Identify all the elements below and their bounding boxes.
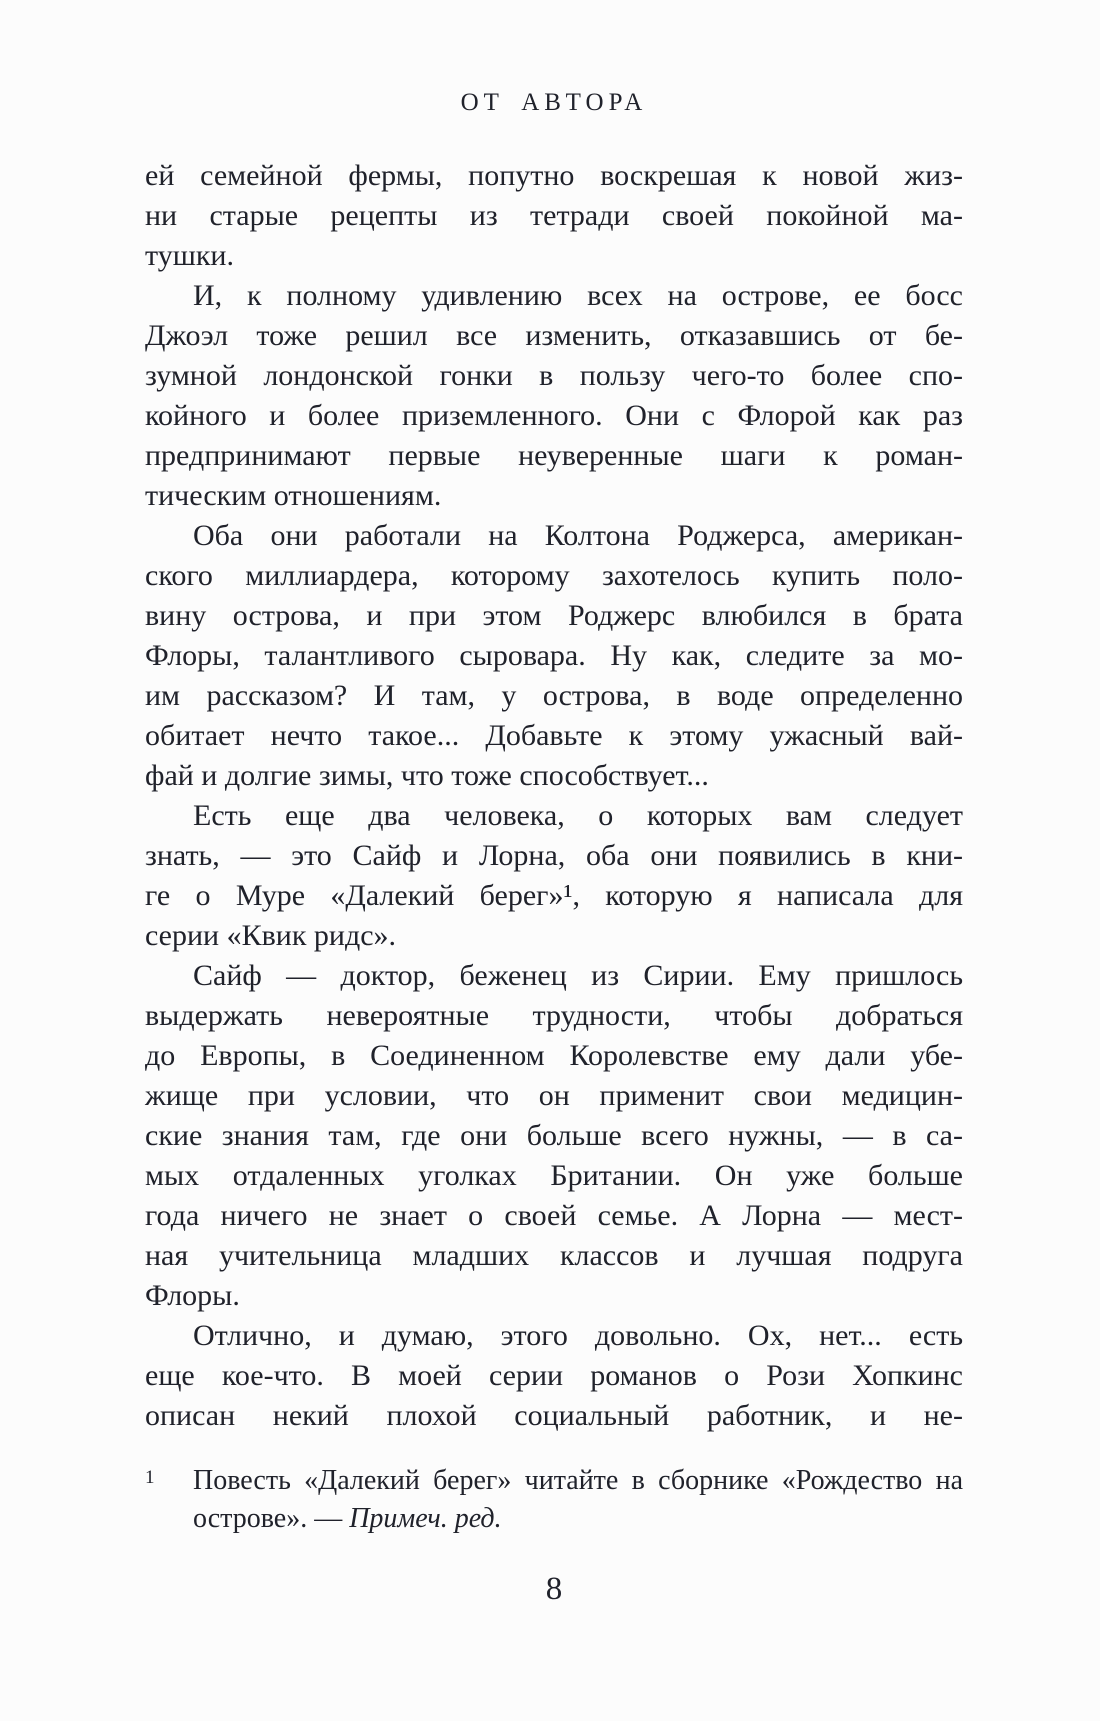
body-line: ского миллиардера, которому захотелось купить поло- — [145, 559, 963, 592]
body-line: мых отдаленных уголках Британии. Он уже больше — [145, 1159, 963, 1192]
body-line: ни старые рецепты из тетради своей покойной ма- — [145, 199, 963, 232]
footnote-line-1: Повесть «Далекий берег» читайте в сборнике «Рождество на — [193, 1465, 963, 1496]
body-line: Отлично, и думаю, этого довольно. Ох, нет... есть — [193, 1319, 963, 1352]
body-line: Есть еще два человека, о которых вам следует — [193, 799, 963, 832]
body-line: вину острова, и при этом Роджерс влюбился в брата — [145, 599, 963, 632]
footnote — [145, 1462, 963, 1538]
body-line: И, к полному удивлению всех на острове, ее босс — [193, 279, 963, 312]
footnote-line-2-italic: Примеч. ред. — [349, 1503, 502, 1534]
body-line: еще кое-что. В моей серии романов о Рози Хопкинс — [145, 1359, 963, 1392]
body-line: им рассказом? И там, у острова, в воде определенно — [145, 679, 963, 712]
footnote-line-2-regular: острове». — — [193, 1503, 350, 1534]
body-line: тушки. — [145, 239, 234, 272]
body-line: года ничего не знает о своей семье. А Лорна — мест- — [145, 1199, 963, 1232]
body-line: фай и долгие зимы, что тоже способствует... — [145, 759, 709, 792]
body-line: описан некий плохой социальный работник, и не- — [145, 1399, 963, 1432]
body-line: Оба они работали на Колтона Роджерса, американ- — [193, 519, 963, 552]
page-number: 8 — [545, 1571, 563, 1607]
body-line: ей семейной фермы, попутно воскрешая к новой жиз- — [145, 159, 963, 192]
body-line: Флоры, талантливого сыровара. Ну как, следите за мо- — [145, 639, 963, 672]
chapter-header: ОТ АВТОРА — [460, 89, 648, 116]
body-line: ге о Муре «Далекий берег»¹, которую я написала для — [145, 879, 963, 912]
body-line: Сайф — доктор, беженец из Сирии. Ему пришлось — [193, 959, 963, 992]
body-line: серии «Квик ридс». — [145, 919, 397, 952]
body-line: обитает нечто такое... Добавьте к этому ужасный вай- — [145, 719, 963, 752]
body-line: Флоры. — [145, 1279, 240, 1312]
footnote-line-2 — [193, 1500, 963, 1538]
body-line: жище при условии, что он применит свои медицин- — [145, 1079, 963, 1112]
body-line: Джоэл тоже решил все изменить, отказавшись от бе- — [145, 319, 963, 352]
body-line: предпринимают первые неуверенные шаги к роман- — [145, 439, 963, 472]
body-line: койного и более приземленного. Они с Флорой как раз — [145, 399, 963, 432]
footnote-text — [193, 1462, 963, 1538]
body-line: тическим отношениям. — [145, 479, 442, 512]
footnote-marker: 1 — [145, 1467, 155, 1488]
body-line: до Европы, в Соединенном Королевстве ему дали убе- — [145, 1039, 963, 1072]
body-line: зумной лондонской гонки в пользу чего-то более спо- — [145, 359, 963, 392]
body-line: ские знания там, где они больше всего нужны, — в са- — [145, 1119, 963, 1152]
body-line: ная учительница младших классов и лучшая подруга — [145, 1239, 963, 1272]
body-line: выдержать невероятные трудности, чтобы добраться — [145, 999, 963, 1032]
body-text — [145, 156, 963, 1436]
body-line: знать, — это Сайф и Лорна, оба они появились в кни- — [145, 839, 963, 872]
